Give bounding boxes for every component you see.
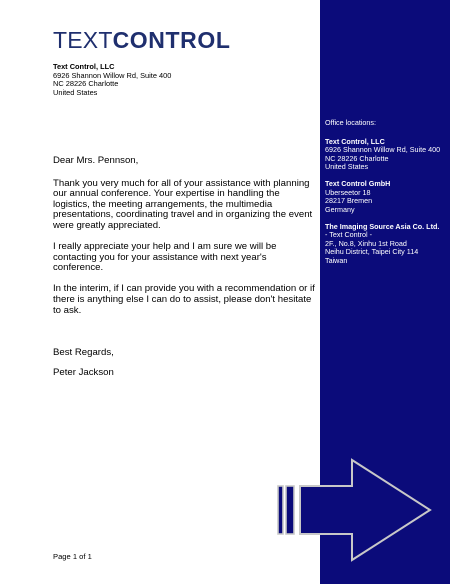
letter-paragraph-2: I really appreciate your help and I am sure we will be contacting you for your assistance with next year's conference.	[53, 241, 277, 274]
office-locations	[325, 119, 447, 274]
letter-body	[53, 156, 315, 389]
office-name: Text Control GmbH	[325, 179, 391, 188]
office-line: United States	[325, 162, 369, 171]
office-asia	[325, 223, 447, 266]
office-gmbh	[325, 180, 447, 214]
office-line: Germany	[325, 204, 355, 214]
page-number: Page 1 of 1	[53, 552, 92, 561]
office-locations-heading: Office locations:	[325, 118, 377, 127]
office-line: Taiwan	[325, 255, 348, 265]
office-llc	[325, 138, 447, 172]
sender-country: United States	[53, 87, 98, 97]
logo-text-part1: TEXT	[53, 27, 113, 53]
letter-signature: Peter Jackson	[53, 367, 114, 379]
sender-address	[53, 63, 171, 97]
letter-closing: Best Regards,	[53, 347, 114, 359]
sender-address-line1: 6926 Shannon Willow Rd, Suite 400	[53, 70, 172, 80]
letter-paragraph-1: Thank you very much for all of your assistance with planning our annual conference. Your expertise in handling the logistics, the meeting arrangements, the multimedia presentations, coordinating travel and in organizing the event were greatly appreciated.	[53, 177, 313, 231]
office-line: 6926 Shannon Willow Rd, Suite 400	[325, 145, 441, 154]
office-line: 28217 Bremen	[325, 196, 373, 205]
office-line: - Text Control -	[325, 230, 372, 239]
sender-address-line2: NC 28226 Charlotte	[53, 79, 119, 89]
office-name: The Imaging Source Asia Co. Ltd.	[325, 221, 440, 231]
office-line: NC 28226 Charlotte	[325, 153, 389, 163]
office-line: Uberseetor 18	[325, 187, 371, 197]
office-line: 2F., No.8, Xinhu 1st Road	[325, 238, 407, 248]
sender-name: Text Control, LLC	[53, 62, 115, 71]
office-line: Neihu District, Taipei City 114	[325, 247, 419, 256]
office-name: Text Control, LLC	[325, 136, 385, 146]
text-control-logo	[53, 28, 231, 52]
letter-salutation: Dear Mrs. Pennson,	[53, 155, 139, 166]
logo-text-part2: CONTROL	[112, 27, 231, 53]
letter-paragraph-3: In the interim, if I can provide you with a recommendation or if there is anything else I can do to assist, please don't hesitate to ask.	[53, 283, 315, 316]
arrow-right-icon	[270, 456, 450, 566]
